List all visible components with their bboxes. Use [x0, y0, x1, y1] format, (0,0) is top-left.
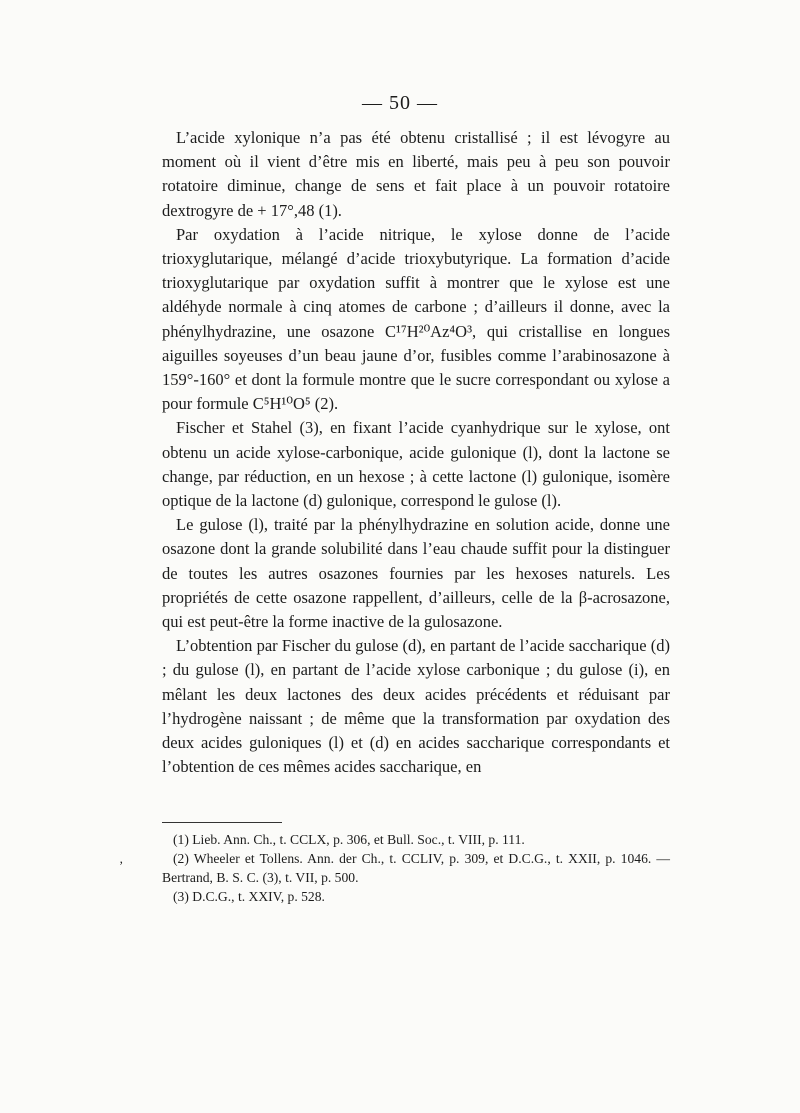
- paragraph-1: L’acide xylonique n’a pas été obtenu cristallisé ; il est lévogyre au moment où il vient d’être mis en liberté, mais peu à peu son pouvoir rotatoire diminue, change de sens et fait place à un pouvoir rotatoire dextrogyre de + 17°,48 (1).: [162, 128, 670, 220]
- paragraph-3: Fischer et Stahel (3), en fixant l’acide cyanhydrique sur le xylose, ont obtenu un acide xylose-carbonique, acide gulonique (l), dont la lactone se change, par réduction, en un hexose ; à cette lactone (l) gulonique, isomère optique de la lactone (d) gulonique, correspond le gulose (l).: [162, 418, 670, 511]
- footnote-rule: [162, 822, 282, 823]
- page-number: — 50 —: [362, 92, 438, 114]
- paragraph-4: Le gulose (l), traité par la phénylhydrazine en solution acide, donne une osazone dont la grande solubilité dans l’eau chaude suffit pour la distinguer de toutes les autres osazones fournies par les hexoses naturels. Les propriétés de cette osazone rappellent, d’ailleurs, celle de la β-acrosazone, qui est peut-être la forme inactive de la gulosazone.: [162, 515, 670, 632]
- paragraph-2: Par oxydation à l’acide nitrique, le xylose donne de l’acide trioxyglutarique, mélangé d’acide trioxybutyrique. La formation d’acide trioxyglutarique par oxydation suffit à montrer que le xylose est une aldéhyde normale à cinq atomes de carbone ; d’ailleurs il donne, avec la phénylhydrazine, une osazone C¹⁷H²⁰Az⁴O³, qui cristallise en longues aiguilles soyeuses d’un beau jaune d’or, fusibles comme l’arabinosazone à 159°-160° et dont la formule montre que le sucre correspondant ou xylose a pour formule C⁵H¹⁰O⁵ (2).: [162, 224, 670, 414]
- margin-mark: ’: [119, 858, 124, 873]
- body-text: [162, 126, 670, 779]
- footnote-3: (3) D.C.G., t. XXIV, p. 528.: [173, 889, 325, 904]
- footnotes: [162, 830, 670, 906]
- paragraph-5: L’obtention par Fischer du gulose (d), en partant de l’acide saccharique (d) ; du gulose (l), en partant de l’acide xylose carbonique ; du gulose (i), en mêlant les deux lactones des deux acides précédents et réduisant par l’hydrogène naissant ; de même que la transformation par oxydation des deux acides guloniques (l) et (d) en acides saccharique correspondants et l’obtention de ces mêmes acides saccharique, en: [162, 636, 670, 777]
- footnote-2: (2) Wheeler et Tollens. Ann. der Ch., t. CCLIV, p. 309, et D.C.G., t. XXII, p. 1046. — Bertrand, B. S. C. (3), t. VII, p. 500.: [162, 851, 670, 885]
- footnote-1: (1) Lieb. Ann. Ch., t. CCLX, p. 306, et Bull. Soc., t. VIII, p. 111.: [173, 832, 525, 847]
